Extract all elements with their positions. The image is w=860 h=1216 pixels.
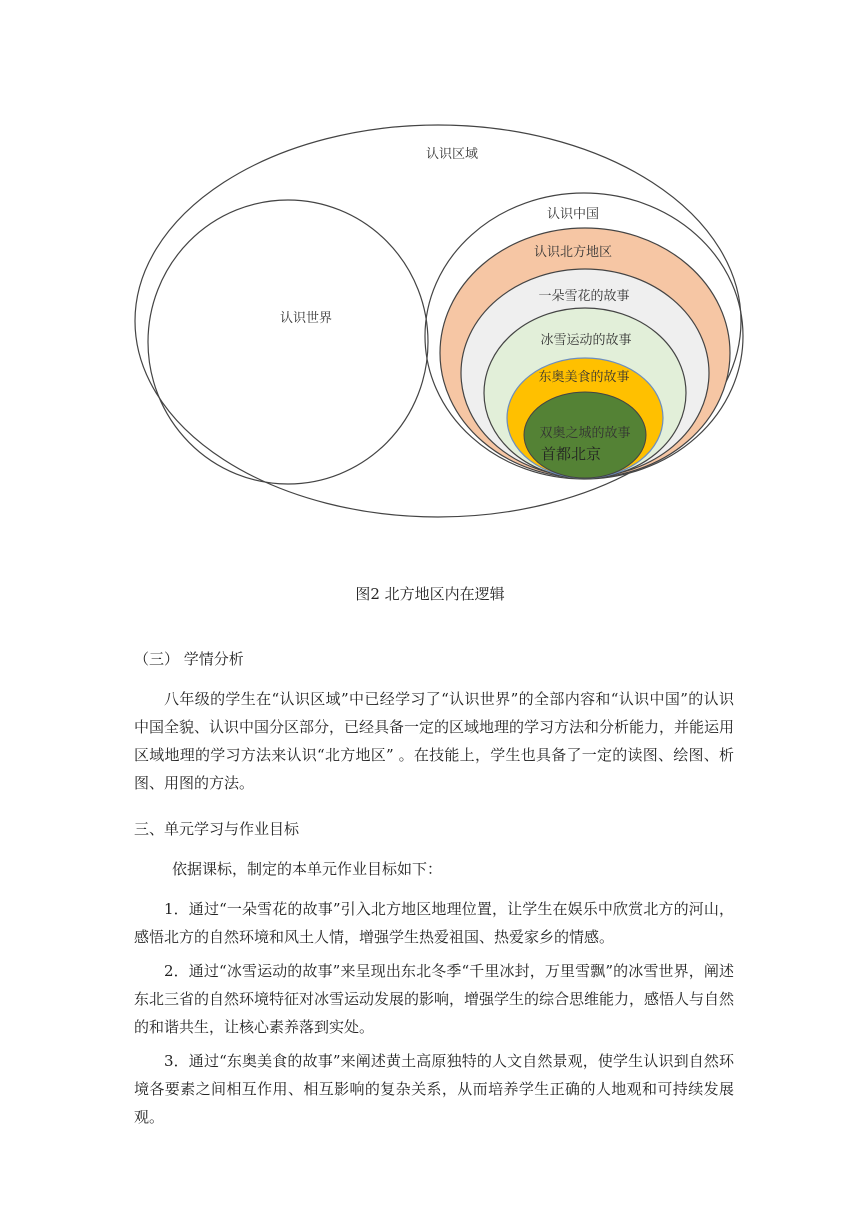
goal-item-3: 3．通过“东奥美食的故事”来阐述黄土高原独特的人文自然景观，使学生认识到自然环境各要素之间相互作用、相互影响的复杂关系，从而培养学生正确的人地观和可持续发展观。 <box>134 1052 734 1126</box>
goals-intro: 依据课标，制定的本单元作业目标如下： <box>172 860 443 878</box>
world-label: 认识世界 <box>279 311 333 326</box>
world-ellipse <box>148 200 428 484</box>
goal-item-1: 1．通过“一朵雪花的故事”引入北方地区地理位置，让学生在娱乐中欣赏北方的河山，感悟北方的自然环境和风土人情，增强学生热爱祖国、热爱家乡的情感。 <box>134 900 734 946</box>
snowflake-story-label: 一朵雪花的故事 <box>538 289 630 304</box>
north-region-label: 认识北方地区 <box>533 245 613 260</box>
food-story-label: 东奥美食的故事 <box>538 370 630 385</box>
outer-region-label: 认识区域 <box>425 147 479 162</box>
goal-item-2: 2．通过“冰雪运动的故事”来呈现出东北冬季“千里冰封，万里雪飘”的冰雪世界，阐述东北三省的自然环境特征对冰雪运动发展的影响，增强学生的综合思维能力，感悟人与自然的和谐共生，让核心素养落到实处。 <box>134 962 735 1036</box>
section-heading-learning-analysis: （三） 学情分析 <box>134 650 244 668</box>
region-logic-diagram <box>0 0 860 560</box>
beijing-label: 首都北京 <box>540 445 602 463</box>
learning-analysis-paragraph: 八年级的学生在“认识区域”中已经学习了“认识世界”的全部内容和“认识中国”的认识中国全貌、认识中国分区部分，已经具备一定的区域地理的学习方法和分析能力，并能运用区域地理的学习方法来认识“北方地区” 。在技能上，学生也具备了一定的读图、绘图、析图、用图的方法。 <box>134 690 735 792</box>
figure-caption: 图2 北方地区内在逻辑 <box>355 585 505 603</box>
ice-snow-story-label: 冰雪运动的故事 <box>540 333 632 348</box>
olympic-city-label: 双奥之城的故事 <box>539 426 631 441</box>
section-heading-goals: 三、单元学习与作业目标 <box>134 820 300 838</box>
china-label: 认识中国 <box>546 207 600 222</box>
nested-ellipses-diagram <box>0 0 860 560</box>
